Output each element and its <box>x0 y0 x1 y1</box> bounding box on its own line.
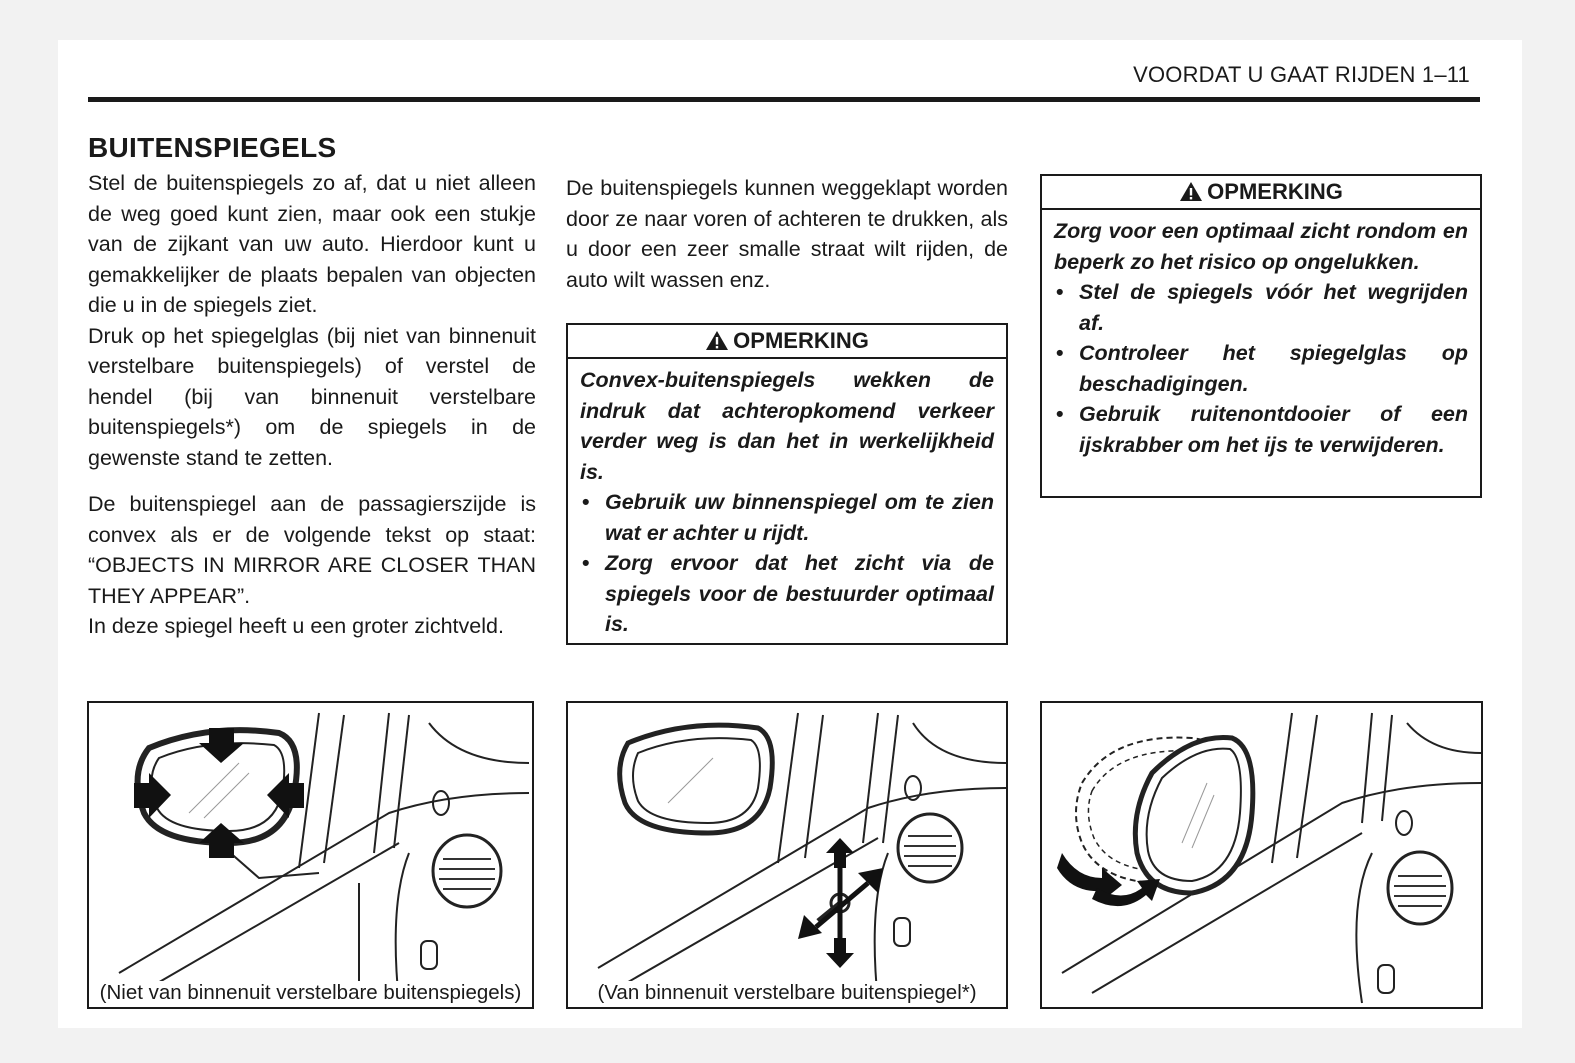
paragraph-adjust: Stel de buitenspiegels zo af, dat u niet alleen de weg goed kunt zien, maar ook een stukje van de zijkant van uw auto. Hierdoor kunt u gemakkelijker de plaats bepalen van objecten die u in de spiegels ziet. <box>88 171 536 317</box>
paragraph-fold: De buitenspiegels kunnen weggeklapt worden door ze naar voren of achteren te drukken, als u door een zeer smalle straat wilt rijden, de auto wilt wassen enz. <box>566 176 1008 292</box>
note-text: Zorg voor een optimaal zicht rondom en beperk zo het risico op ongelukken. <box>1054 219 1468 274</box>
warning-icon <box>705 330 729 351</box>
note-bullet: • Gebruik ruitenontdooier of een ijskrabber om het ijs te verwijderen. <box>1054 399 1468 460</box>
adjustable-mirror-illustration <box>568 703 1006 1007</box>
paragraph-convex: De buitenspiegel aan de passagierszijde is convex als er de volgende tekst op staat: “OBJECTS IN MIRROR ARE CLOSER THAN THEY APPEAR”. <box>88 492 536 608</box>
column-left <box>88 168 536 642</box>
figure-folding-mirror <box>1040 701 1483 1009</box>
note-bullet: • Controleer het spiegelglas op beschadigingen. <box>1054 338 1468 399</box>
note-body <box>1042 210 1480 466</box>
figure-adjustable-mirror <box>566 701 1008 1009</box>
figure-caption: (Niet van binnenuit verstelbare buitenspiegels) <box>89 981 532 1005</box>
air-vent-icon <box>898 814 962 882</box>
note-bullets <box>1054 277 1468 460</box>
adjustment-lever-icon <box>798 838 883 968</box>
mirror-housing <box>620 725 773 833</box>
note-heading-label: OPMERKING <box>1207 179 1343 204</box>
warning-icon <box>1179 181 1203 202</box>
paragraph-field-of-view: In deze spiegel heeft u een groter zichtveld. <box>88 614 504 638</box>
note-heading <box>1042 176 1480 210</box>
figure-manual-mirror <box>87 701 534 1009</box>
note-heading <box>568 325 1006 359</box>
note-text: Convex-buitenspiegels wekken de indruk dat achteropkomend verkeer verder weg is dan het in werkelijkheid is. <box>580 368 994 484</box>
note-box-middle <box>566 323 1008 645</box>
manual-mirror-illustration <box>89 703 532 1007</box>
air-vent-icon <box>1388 852 1452 924</box>
folding-mirror-illustration <box>1042 703 1481 1007</box>
running-header: VOORDAT U GAAT RIJDEN 1–11 <box>1133 62 1470 87</box>
note-body <box>568 359 1006 646</box>
note-bullet: • Gebruik uw binnenspiegel om te zien wat er achter u rijdt. <box>580 487 994 548</box>
note-box-right <box>1040 174 1482 498</box>
section-title: BUITENSPIEGELS <box>88 132 337 163</box>
note-heading-label: OPMERKING <box>733 328 869 353</box>
note-bullet: • Stel de spiegels vóór het wegrijden af. <box>1054 277 1468 338</box>
figure-caption: (Van binnenuit verstelbare buitenspiegel*) <box>568 981 1006 1005</box>
note-bullet: • Zorg ervoor dat het zicht via de spiegels voor de bestuurder optimaal is. <box>580 548 994 640</box>
header-rule <box>88 97 1480 102</box>
manual-page <box>58 40 1522 1028</box>
air-vent-icon <box>433 835 501 907</box>
paragraph-press-glass: Druk op het spiegelglas (bij niet van binnenuit verstelbare buitenspiegels) of verstel de hendel (bij van binnenuit verstelbare buitenspiegels*) om de spiegels in de gewenste stand te zetten. <box>88 323 536 470</box>
note-bullets <box>580 487 994 640</box>
column-middle <box>566 173 1008 295</box>
